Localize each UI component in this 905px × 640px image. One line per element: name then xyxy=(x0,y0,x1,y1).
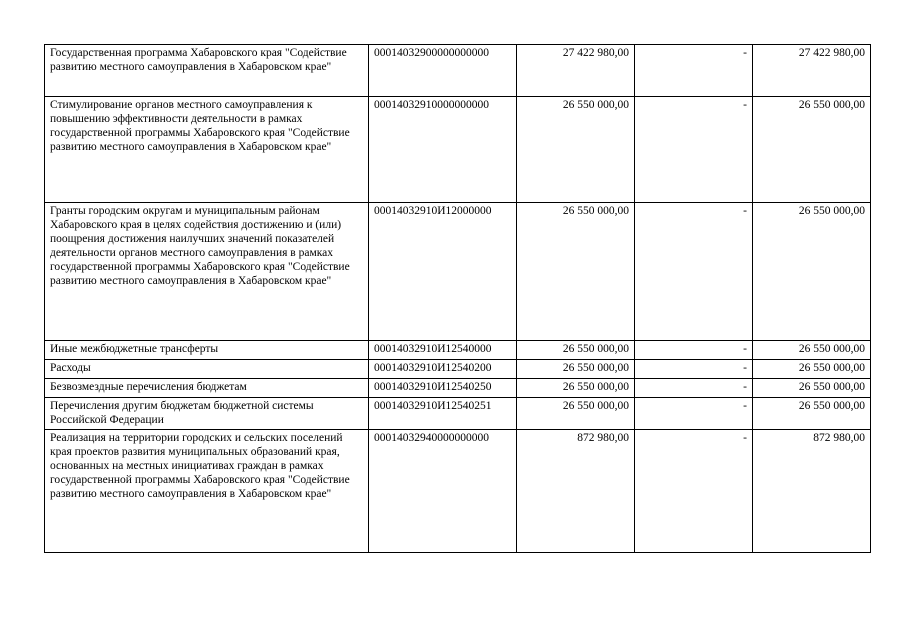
table-row xyxy=(45,398,871,430)
row-amount-cell: 872 980,00 xyxy=(517,430,635,553)
table-row xyxy=(45,360,871,379)
table-row xyxy=(45,45,871,97)
row-name-cell: Иные межбюджетные трансферты xyxy=(45,341,369,360)
row-name-cell: Гранты городским округам и муниципальным районам Хабаровского края в целях содействия достижению и (или) поощрения достижения наилучших значений показателей деятельности органов местного самоуправления в рамках государственной программы Хабаровского края "Содействие развитию местного самоуправления в Хабаровском крае" xyxy=(45,203,369,341)
row-amount-cell: 26 550 000,00 xyxy=(517,203,635,341)
row-code-cell: 00014032910000000000 xyxy=(369,97,517,203)
row-amount-cell: 26 550 000,00 xyxy=(517,398,635,430)
row-change-cell: - xyxy=(635,379,753,398)
row-amount-cell: 26 550 000,00 xyxy=(517,97,635,203)
table-row xyxy=(45,97,871,203)
row-total-cell: 26 550 000,00 xyxy=(753,398,871,430)
row-code-cell: 00014032940000000000 xyxy=(369,430,517,553)
row-total-cell: 26 550 000,00 xyxy=(753,341,871,360)
row-total-cell: 872 980,00 xyxy=(753,430,871,553)
row-code-cell: 00014032900000000000 xyxy=(369,45,517,97)
row-code-cell: 00014032910И12540251 xyxy=(369,398,517,430)
row-total-cell: 26 550 000,00 xyxy=(753,97,871,203)
row-total-cell: 27 422 980,00 xyxy=(753,45,871,97)
row-total-cell: 26 550 000,00 xyxy=(753,379,871,398)
row-total-cell: 26 550 000,00 xyxy=(753,360,871,379)
table-row xyxy=(45,379,871,398)
budget-table xyxy=(44,44,871,553)
row-code-cell: 00014032910И12540000 xyxy=(369,341,517,360)
row-amount-cell: 26 550 000,00 xyxy=(517,379,635,398)
row-change-cell: - xyxy=(635,203,753,341)
row-amount-cell: 27 422 980,00 xyxy=(517,45,635,97)
row-name-cell: Реализация на территории городских и сельских поселений края проектов развития муниципальных образований края, основанных на местных инициативах граждан в рамках государственной программы Хабаровского края "Содействие развитию местного самоуправления в Хабаровском крае" xyxy=(45,430,369,553)
row-change-cell: - xyxy=(635,360,753,379)
row-total-cell: 26 550 000,00 xyxy=(753,203,871,341)
table-row xyxy=(45,430,871,553)
row-code-cell: 00014032910И12540200 xyxy=(369,360,517,379)
row-change-cell: - xyxy=(635,341,753,360)
row-change-cell: - xyxy=(635,398,753,430)
row-amount-cell: 26 550 000,00 xyxy=(517,341,635,360)
row-name-cell: Стимулирование органов местного самоуправления к повышению эффективности деятельности в рамках государственной программы Хабаровского края "Содействие развитию местного самоуправления в Хабаровском крае" xyxy=(45,97,369,203)
row-name-cell: Государственная программа Хабаровского края "Содействие развитию местного самоуправления в Хабаровском крае" xyxy=(45,45,369,97)
row-code-cell: 00014032910И12000000 xyxy=(369,203,517,341)
row-name-cell: Безвозмездные перечисления бюджетам xyxy=(45,379,369,398)
table-row xyxy=(45,203,871,341)
row-name-cell: Перечисления другим бюджетам бюджетной системы Российской Федерации xyxy=(45,398,369,430)
row-name-cell: Расходы xyxy=(45,360,369,379)
row-change-cell: - xyxy=(635,430,753,553)
row-amount-cell: 26 550 000,00 xyxy=(517,360,635,379)
row-code-cell: 00014032910И12540250 xyxy=(369,379,517,398)
table-row xyxy=(45,341,871,360)
row-change-cell: - xyxy=(635,45,753,97)
row-change-cell: - xyxy=(635,97,753,203)
